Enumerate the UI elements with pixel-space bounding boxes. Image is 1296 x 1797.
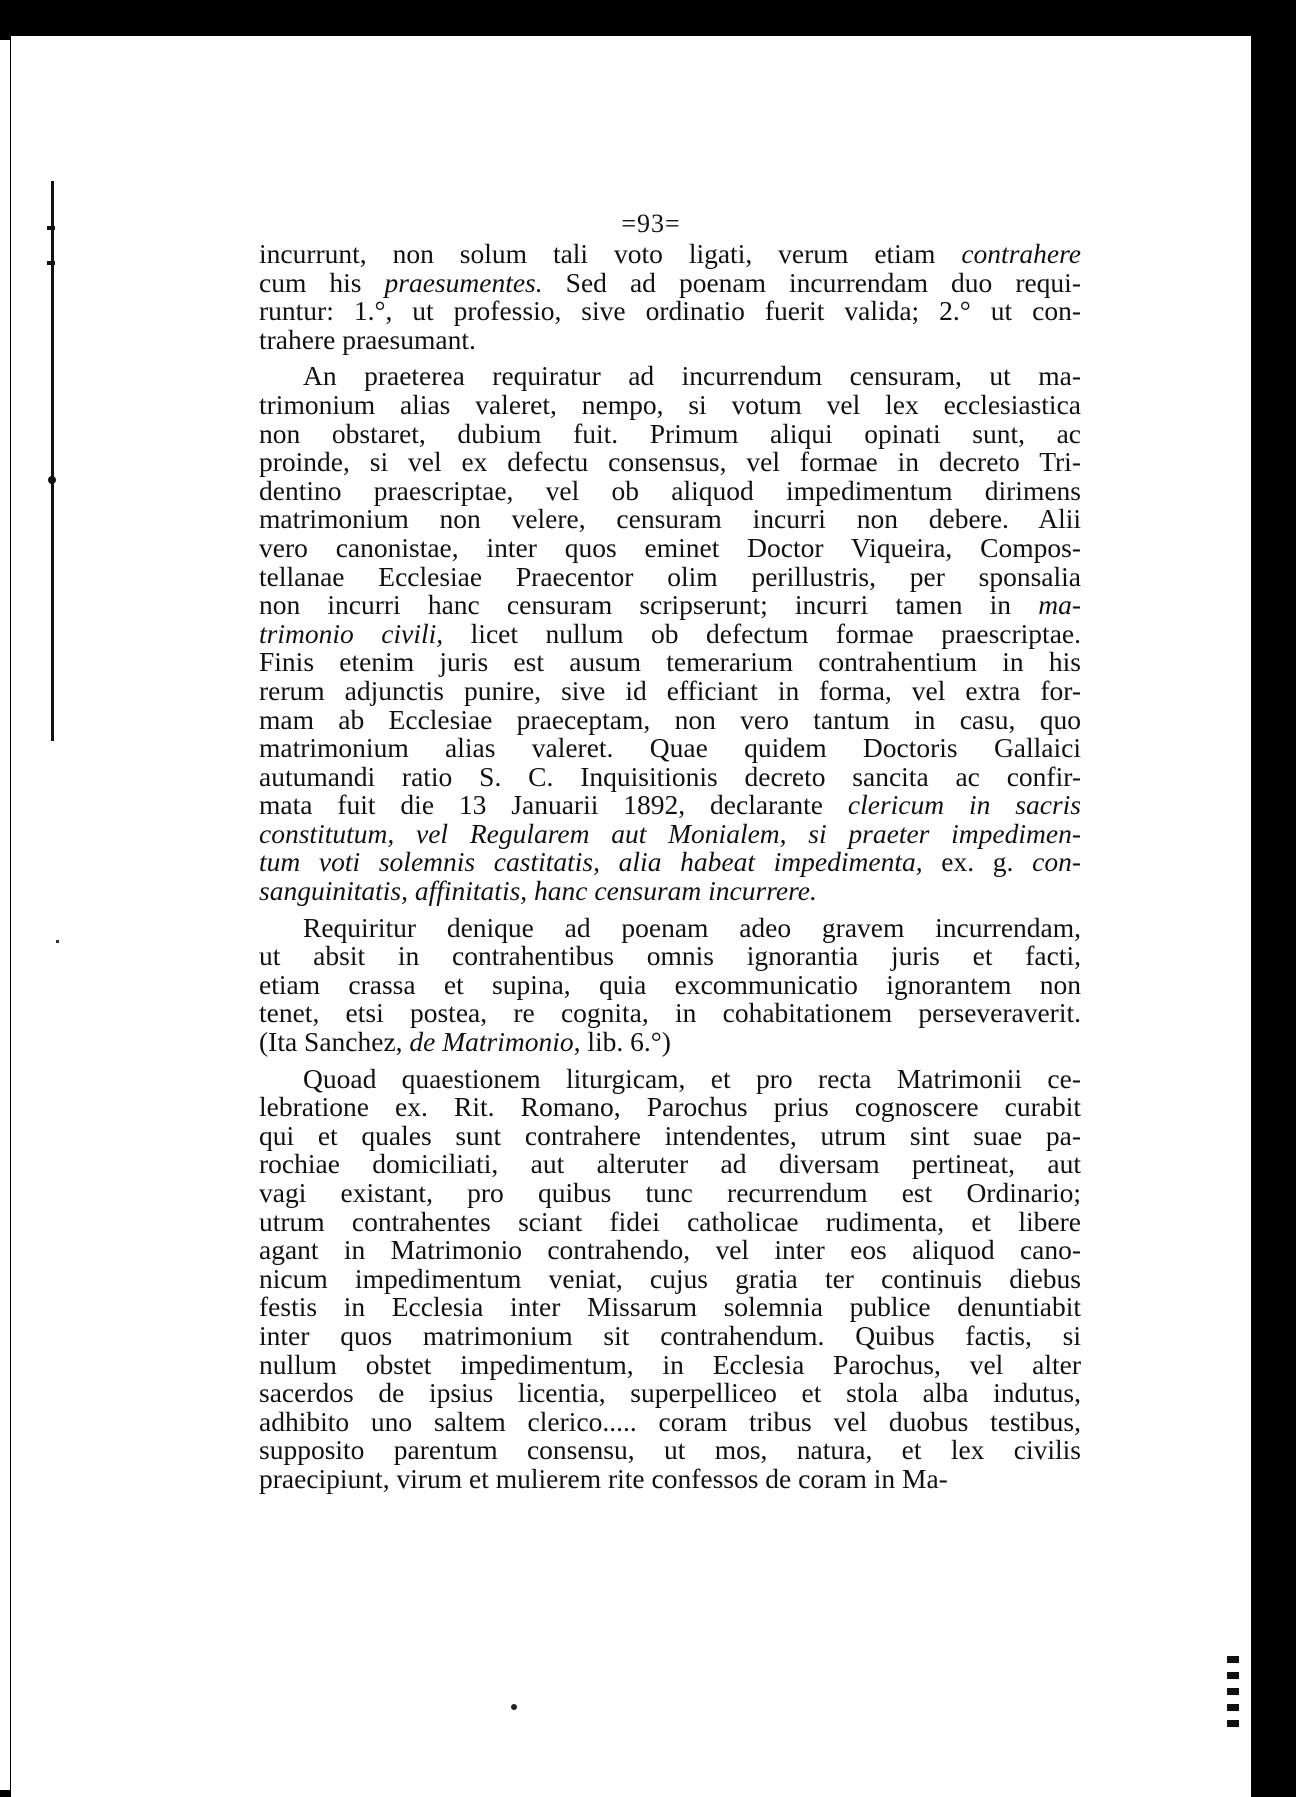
text-line: [259, 323, 1081, 355]
text-line: [259, 760, 1081, 792]
italic-run: ma-: [1038, 589, 1081, 621]
text-line: [259, 474, 1081, 506]
text-run: nicum impedimentum veniat, cujus gratia ter continuis diebus: [259, 1262, 1081, 1294]
italic-run: tum voti solemnis castitatis, alia habeat impedimenta,: [259, 846, 923, 878]
text-line: [259, 1462, 1081, 1494]
text-run: vagi existant, pro quibus tunc recurrendum est Ordinario;: [259, 1177, 1081, 1208]
text-line: [259, 1205, 1081, 1237]
text-run: utrum contrahentes sciant fidei catholicae rudimenta, et libere: [259, 1205, 1081, 1237]
text-run: adhibito uno saltem clerico..... coram tribus vel duobus testibus,: [259, 1405, 1081, 1437]
paragraph: [259, 1062, 1081, 1494]
text-line: [259, 942, 1081, 971]
text-run: matrimonium non velere, censuram incurri non debere. Alii: [259, 503, 1081, 535]
text-line: [259, 560, 1081, 592]
binding-mark: [1227, 1704, 1239, 1711]
text-line: [259, 1319, 1081, 1351]
text-line: [259, 791, 1081, 820]
text-line: [259, 817, 1081, 849]
text-line: [259, 1062, 1081, 1094]
text-run: vero canonistae, inter quos eminet Doctor Viqueira, Compos-: [259, 531, 1081, 563]
italic-run: clericum in sacris: [847, 789, 1081, 821]
text-line: [259, 648, 1081, 677]
text-line: [259, 703, 1081, 735]
italic-run: praesumentes.: [384, 266, 543, 298]
text-run: agant in Matrimonio contrahendo, vel inter eos aliquod cano-: [259, 1234, 1081, 1266]
text-run: lib. 6.°): [580, 1026, 671, 1058]
text-run: trimonium alias valeret, nempo, si votum vel lex ecclesiastica: [259, 388, 1081, 420]
text-line: [259, 1179, 1081, 1208]
text-run: tellanae Ecclesiae Praecentor olim perillustris, per sponsalia: [259, 560, 1081, 592]
italic-run: con-: [1032, 846, 1081, 878]
text-run: non incurri hanc censuram scripserunt; incurri tamen in: [259, 589, 1039, 621]
text-run: qui et quales sunt contrahere intendentes, utrum sint suae pa-: [259, 1119, 1081, 1151]
text-run: inter quos matrimonium sit contrahendum. Quibus factis, si: [259, 1319, 1081, 1351]
text-line: [259, 417, 1081, 449]
text-run: mata fuit die 13 Januarii 1892, declarante: [259, 789, 848, 821]
text-run: (Ita Sanchez,: [259, 1026, 410, 1058]
text-run: Sed ad poenam incurrendam duo requi-: [542, 266, 1081, 298]
text-run: Finis etenim juris est ausum temerarium contrahentium in his: [259, 646, 1081, 678]
spine-mark: [47, 226, 55, 230]
footer-dot: [511, 1704, 517, 1710]
text-run: runtur: 1.°, ut professio, sive ordinatio fuerit valida; 2.° ut con-: [259, 295, 1081, 327]
text-run: rerum adjunctis punire, sive id efficiant in forma, vel extra for-: [259, 674, 1081, 706]
spine-dot: [48, 476, 56, 484]
paragraph: [259, 240, 1081, 354]
text-line: [259, 1262, 1081, 1294]
binding-mark: [1227, 1720, 1239, 1727]
text-run: festis in Ecclesia inter Missarum solemnia publice denuntiabit: [259, 1291, 1081, 1323]
text-line: [259, 1405, 1081, 1437]
text-run: dentino praescriptae, vel ob aliquod impedimentum dirimens: [259, 474, 1081, 506]
paragraph: [259, 911, 1081, 1058]
spine-mark: [47, 261, 55, 265]
text-run: ut absit in contrahentibus omnis ignorantia juris et facti,: [259, 940, 1081, 972]
text-run: autumandi ratio S. C. Inquisitionis decreto sancita ac confir-: [259, 760, 1081, 792]
text-line: [259, 591, 1081, 620]
text-run: ex. g.: [922, 846, 1033, 878]
text-line: [259, 448, 1081, 477]
binding-mark: [1227, 1656, 1239, 1663]
text-line: [259, 674, 1081, 706]
text-line: [259, 911, 1081, 943]
text-run: sacerdos de ipsius licentia, superpelliceo et stola alba indutus,: [259, 1377, 1081, 1409]
text-run: supposito parentum consensu, ut mos, natura, et lex civilis: [259, 1434, 1081, 1466]
text-line: [259, 734, 1081, 763]
text-run: Quoad quaestionem liturgicam, et pro recta Matrimonii ce-: [303, 1062, 1081, 1094]
italic-run: de Matrimonio,: [409, 1026, 581, 1058]
adjacent-page-edge: [0, 40, 10, 1790]
text-run: incurrunt, non solum tali voto ligati, verum etiam: [259, 238, 962, 269]
text-line: [259, 1436, 1081, 1465]
text-line: [259, 240, 1081, 269]
margin-speck: [56, 940, 59, 943]
italic-run: contrahere: [961, 238, 1081, 269]
text-line: [259, 1028, 1081, 1057]
text-line: [259, 388, 1081, 420]
text-line: [259, 1348, 1081, 1380]
text-line: [259, 1150, 1081, 1179]
text-line: [259, 1293, 1081, 1322]
binding-mark: [1227, 1672, 1239, 1679]
text-line: [259, 531, 1081, 563]
text-run: tenet, etsi postea, re cognita, in cohabitationem perseveraverit.: [259, 997, 1081, 1029]
text-run: praecipiunt, virum et mulierem rite confessos de coram in Ma-: [259, 1462, 948, 1494]
text-run: licet nullum ob defectum formae praescriptae.: [443, 617, 1081, 649]
text-run: matrimonium alias valeret. Quae quidem Doctoris Gallaici: [259, 732, 1081, 764]
text-run: nullum obstet impedimentum, in Ecclesia Parochus, vel alter: [259, 1348, 1081, 1380]
text-line: [259, 848, 1081, 877]
text-run: trahere praesumant.: [259, 323, 476, 355]
text-run: non obstaret, dubium fuit. Primum aliqui opinati sunt, ac: [259, 417, 1081, 449]
italic-run: sanguinitatis, affinitatis, hanc censuram incurrere.: [259, 875, 817, 907]
text-run: proinde, si vel ex defectu consensus, vel formae in decreto Tri-: [259, 446, 1081, 478]
text-run: rochiae domiciliati, aut alteruter ad diversam pertineat, aut: [259, 1148, 1081, 1180]
page-number: =93=: [621, 209, 681, 238]
text-line: [259, 297, 1081, 326]
paragraph: [259, 362, 1081, 905]
text-line: [259, 617, 1081, 649]
binding-mark: [1227, 1688, 1239, 1695]
document-page: [11, 36, 1251, 1797]
spine-line: [51, 181, 54, 741]
text-run: etiam crassa et supina, quia excommunicatio ignorantem non: [259, 968, 1081, 1000]
text-run: lebratione ex. Rit. Romano, Parochus prius cognoscere curabit: [259, 1091, 1081, 1123]
text-run: Requiritur denique ad poenam adeo gravem incurrendam,: [303, 911, 1081, 943]
text-line: [259, 1093, 1081, 1122]
text-line: [259, 877, 1081, 906]
italic-run: trimonio civili,: [259, 617, 444, 649]
text-line: [259, 1236, 1081, 1265]
text-line: [259, 505, 1081, 534]
text-line: [259, 266, 1081, 298]
text-run: mam ab Ecclesiae praeceptam, non vero tantum in casu, quo: [259, 703, 1081, 735]
body-text: [259, 240, 1081, 1494]
text-line: [259, 968, 1081, 1000]
text-line: [259, 1119, 1081, 1151]
text-run: cum his: [259, 266, 385, 298]
text-run: An praeterea requiratur ad incurrendum censuram, ut ma-: [303, 360, 1081, 392]
text-line: [259, 362, 1081, 391]
italic-run: constitutum, vel Regularem aut Monialem, si praeter impedimen-: [259, 817, 1081, 849]
text-line: [259, 1379, 1081, 1408]
text-line: [259, 999, 1081, 1028]
